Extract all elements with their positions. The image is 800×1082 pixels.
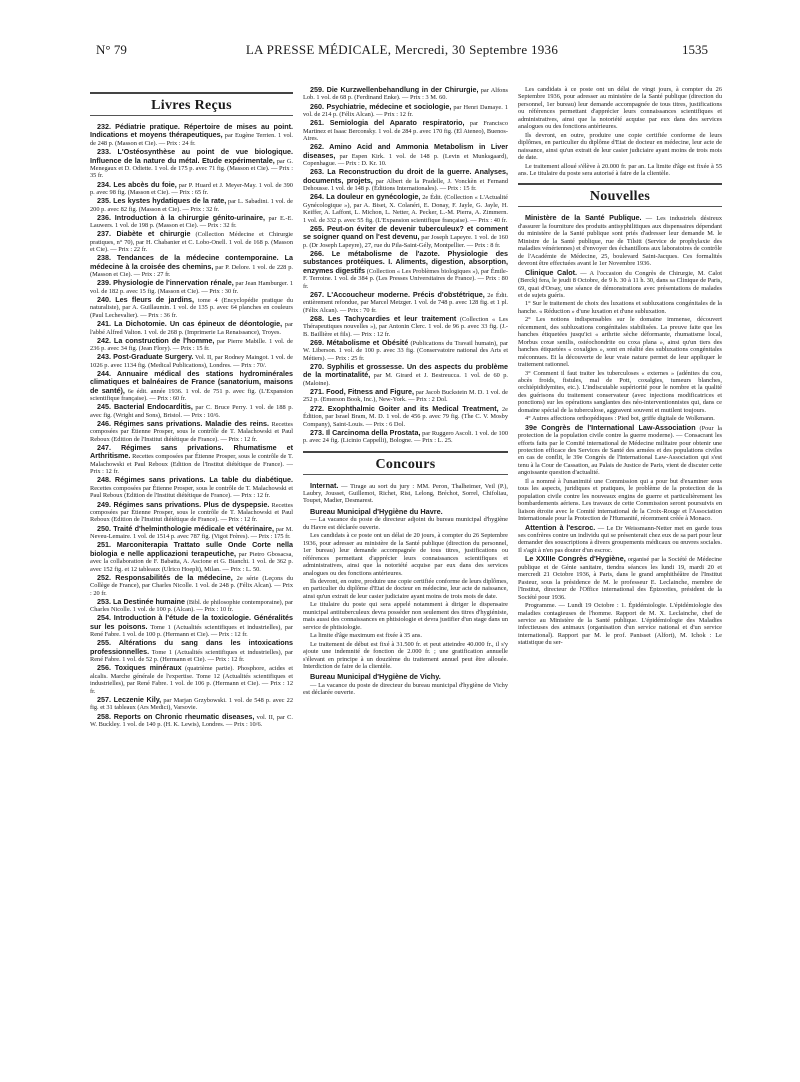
book-details: par Ruggero Ascoli. 1 vol. de 100 p. avec 24 fig. (Licinio Cappelli), Bologne. — Prix : L. 25. <box>303 429 508 445</box>
book-entry <box>90 181 293 197</box>
book-entry <box>90 476 293 499</box>
book-details: par Jacob Buckstein M. D. 1 vol. de 252 p. (Emerson Book, Inc.), New-York. — Prix : 2 Dol. <box>303 389 508 404</box>
book-title: 266. Le métabolisme de l'azote. Physiologie des substances protéiques. I. Aliments, digestion, absorption, enzymes digestifs <box>303 248 508 275</box>
book-details: Recettes composées par Étienne Prosper, sous le contrôle de T. Malachowski et Paul Reboux (Edition de l'Institut diététique de France). — Prix : 12 fr. <box>90 501 293 524</box>
book-entry <box>90 598 293 614</box>
concours-paragraph <box>303 682 508 697</box>
book-entry <box>90 279 293 295</box>
book-details: Recettes composées par Étienne Prosper, sous le contrôle de T. Malachowski et Paul Reboux (Edition de l'Institut diététique de France). — Prix : 12 fr. <box>90 420 293 443</box>
book-entry <box>90 696 293 712</box>
news-paragraph <box>518 555 722 601</box>
book-title: 272. Exophthalmic Goiter and its Medical Treatment, <box>310 403 499 413</box>
book-title: 250. Traité d'helminthologie médicale et vétérinaire, <box>97 523 275 533</box>
book-title: 269. Métabolisme et Obésité <box>310 337 409 347</box>
concours-paragraph <box>303 641 508 671</box>
journal-title: LA PRESSE MÉDICALE, Mercredi, 30 Septembre 1936 <box>245 42 559 57</box>
book-title: 265. Peut-on éviter de devenir tuberculeux? et comment se soigner quand on l'est devenu, <box>303 223 508 242</box>
book-title: 258. Reports on Chronic rheumatic diseases, <box>97 711 255 721</box>
book-title: 252. Responsabilités de la médecine, <box>97 572 233 582</box>
book-title: 238. Tendances de la médecine contemporaine. La médecine à la croisée des chemins, <box>90 253 293 271</box>
book-entry <box>90 541 293 573</box>
news-paragraph <box>518 415 722 422</box>
book-list-part-1 <box>90 123 293 728</box>
section-title-concours: Concours <box>375 456 436 472</box>
book-entry <box>303 225 508 249</box>
book-title: 273. Il Carcinoma della Prostata, <box>310 427 421 437</box>
book-details: par Espen Kirk. 1 vol. de 148 p. (Levin et Munksgaard), Copenhague. — Prix : D. Kr. 10. <box>303 152 508 168</box>
book-details: par Francisco Martinez et Isaac Berconsky. 1 vol. de 284 p. avec 170 fig. (El Ateneo), Buenos-Aires. <box>303 120 508 143</box>
concours-text: Le traitement alloué s'élève à 20.000 fr. par an. La limite d'âge est fixée à 55 ans. Le titulaire du poste sera autorisé à faire de la clientèle. <box>518 162 722 177</box>
concours-paragraph <box>518 163 722 178</box>
news-paragraph <box>518 269 722 300</box>
book-entry <box>90 403 293 419</box>
book-details: par M. Neveu-Lemaire. 1 vol. de 1514 p. avec 787 fig. (Vigot Frères). — Prix : 175 fr. <box>90 525 293 541</box>
section-rule <box>518 206 722 207</box>
concours-text: Ils devront, en outre, produire une copie certifiée conforme de leurs diplômes, en particulier du diplôme d'Etat de docteur en médecine, leur acte de naissance, ainsi qu'un extrait de leur casier judiciaire ayant moins de trois mois de date. <box>518 131 722 162</box>
book-title: 234. Les abcès du foie, <box>97 179 177 189</box>
book-title: 235. Les kystes hydatiques de la rate, <box>97 196 227 206</box>
book-entry <box>90 254 293 278</box>
news-paragraph <box>518 524 722 555</box>
book-details: par C. Bruce Perry. 1 vol. de 188 p. avec fig. (Wright and Sons), Bristol. — Prix : 10/6. <box>90 404 293 419</box>
book-details: vol. II, par C. W. Buckley. 1 vol. de 140 p. (H. K. Lewis), Londres. — Prix : 10/6. <box>90 713 293 728</box>
book-details: par P. Delore. 1 vol. de 228 p. (Masson et Cie). — Prix : 27 fr. <box>90 263 293 279</box>
book-entry <box>90 420 293 443</box>
book-details: par Marjan Grzybowski. 1 vol. de 548 p. avec 22 fig. et 31 tableaux (Ars Medici), Varsovie. <box>90 696 293 712</box>
book-title: 242. La construction de l'homme, <box>97 335 215 345</box>
book-details: Vol. II, par Rodney Maingot. 1 vol. de 1026 p. avec 1134 fig. (Medical Publications), Londres. — Prix : 70/. <box>90 354 293 369</box>
news-paragraph <box>518 370 722 415</box>
book-details: par G. Menegaux et D. Odiette. 1 vol. de 175 p. avec 71 fig. (Masson et Cie). — Prix : 35 fr. <box>90 157 293 180</box>
book-entry <box>90 444 293 476</box>
concours-label: Internat. <box>310 480 339 490</box>
book-entry <box>303 363 508 387</box>
concours-text: Le traitement de début est fixé à 31.500 fr. et peut atteindre 40.000 fr., il s'y ajoute une indemnité de fonction de 2.000 fr. ; une gratification annuelle s'élevant en principe à un douzième du traitement annuel peut être allouée. Interdiction de faire de la clientèle. <box>303 640 508 670</box>
column-1 <box>90 86 293 1046</box>
book-title: 255. Altérations du sang dans les intoxications professionnelles. <box>90 638 293 656</box>
book-entry <box>90 370 293 403</box>
book-details: 2e Édit. entièrement refondue, par Marcel Metzger. 1 vol. de 748 p. avec 128 fig. et 1 pl. (Félix Alcan). — Prix : 70 fr. <box>303 291 508 314</box>
book-title: 264. La douleur en gynécologie, <box>310 192 421 202</box>
book-title: 260. Psychiatrie, médecine et sociologie, <box>310 101 452 111</box>
page-header <box>96 42 708 60</box>
book-title: 245. Bacterial Endocarditis, <box>97 402 193 412</box>
book-details: par Jean Hamburger. 1 vol. de 182 p. avec 15 fig. (Masson et Cie). — Prix : 30 fr. <box>90 280 293 295</box>
book-title: 247. Régimes sans privations. Rhumatisme et Arthritisme. <box>90 442 293 461</box>
concours-heading: Bureau Municipal d'Hygiène de Vichy. <box>310 672 441 682</box>
news-text: 4° Autres affections orthopédiques : Pied bot, griffe digitale de Wolkmann. <box>525 415 715 423</box>
book-title: 237. Diabète et chirurgie <box>97 229 191 239</box>
news-label: Ministère de la Santé Publique. <box>525 213 642 223</box>
book-title: 232. Pédiatrie pratique. Répertoire de mises au point. Indications et moyens thérapeutiques, <box>90 122 293 140</box>
book-entry <box>303 143 508 167</box>
book-details: (Bibl. de philosophie contemporaine), par Charles Nicolle. 1 vol. de 100 p. (Alcan). — Prix : 10 fr. <box>90 598 293 614</box>
news-text: (Pour la protection de la population civile contre la guerre moderne). — Consacrant les efforts faits par le Comité international de Médecine militaire pour obtenir une protection efficace des Services de Santé des armées et des populations civiles en cas de conflit, le 39e Congrès de l'International Law-Association qui s'est tenu à la Cour de Cassation, au Palais de Justice de Paris, vient de discuter cette angoissante question d'actualité. <box>518 424 722 477</box>
book-details: 2e Édit. (Collection « L'Actualité Gynécologique »), par A. Biset, X. Colanéri, E. Donay, F. Jayle, G. Jayle, H. Keiffer, A. Laffont, L. Michon, L. Netter, A. Pecker, L.-M. Pierra, A. Zimmern. 1 vol. de 332 p. avec 55 fig. (L'Expansion scientifique française). — Prix : 40 fr. <box>303 194 508 224</box>
concours-paragraph <box>303 601 508 631</box>
book-title: 256. Toxiques minéraux <box>97 663 182 673</box>
book-title: 259. Die Kurzwellenbehandlung in der Chirurgie, <box>310 86 479 94</box>
book-title: 257. Leczenie Kily, <box>97 694 162 704</box>
book-details: (quatrième partie). Phosphore, acides et alcalis. Marche générale de l'expertise. Tome 12 (Actualités scientifiques et industrielles), par René Fabre. 1 vol. de 106 p. (Hermann et Cie). — Prix : 12 fr. <box>90 665 293 695</box>
book-details: par Eugène Terrien. 1 vol. de 248 p. (Masson et Cie). — Prix : 24 fr. <box>90 132 293 147</box>
section-title-nouvelles: Nouvelles <box>589 189 651 205</box>
book-details: Tome 1 (Actualités scientifiques et industrielles), par René Fabre. 1 vol. de 52 p. (Hermann et Cie). — Prix : 12 fr. <box>90 648 293 664</box>
news-paragraph <box>518 300 722 315</box>
section-rule <box>90 92 293 94</box>
concours-text: Ils devront, en outre, produire une copie certifiée conforme de leurs diplômes, en particulier du diplôme d'Etat de docteur en médecine, leur acte de naissance, ainsi qu'un extrait de leur casier judiciaire ayant moins de trois mois de date. <box>303 578 508 600</box>
news-label: 39e Congrès de l'International Law-Association <box>525 422 696 432</box>
book-entry <box>303 119 508 142</box>
book-entry <box>90 320 293 336</box>
book-details: par Pierre Mabille. 1 vol. de 236 p. avec 34 fig. (Jean Flory). — Prix : 15 fr. <box>90 337 293 353</box>
book-details: par P. Huard et J. Meyer-May. 1 vol. de 390 p. avec 98 fig. (Masson et Cie). — Prix : 65 fr. <box>90 181 293 196</box>
news-text: Programme. — Lundi 19 Octobre : 1. Épidémiologie. L'épidémiologie des maladies contagieuses de l'homme. Rapport de M. X. Leclainche, chef de service au Ministère de la Santé publique. L'épidémiologie des Maladies infectieuses des animaux (organisation d'un service national et d'un service international). Rapport par M. le prof. Panisset (Alfort), M. Ichok : Le statistique du ser- <box>518 602 722 647</box>
book-details: tome 4 (Encyclopédie pratique du naturaliste), par A. Guillaumin. 1 vol. de 135 p. avec 64 planches en couleurs (Paul Lechevalier). — Prix : 36 fr. <box>90 297 293 319</box>
concours-text: La limite d'âge maximum est fixée à 35 ans. <box>310 632 422 640</box>
concours-text: — La vacance du poste de directeur adjoint du bureau municipal d'hygiène du Havre est déclarée ouverte. <box>303 516 508 531</box>
book-title: 251. Marconiterapia Trattato sulle Onde Corte nella biologia e nelle applicazioni terapeutiche, <box>90 540 293 558</box>
book-list-part-2 <box>303 86 508 445</box>
news-label: Attention à l'escroc. <box>525 522 596 532</box>
book-details: par M. Girard et J. Bestreucca. 1 vol. de 60 p. (Maloine). <box>303 372 508 387</box>
news-text: 1° Sur le traitement de choix des luxations et subluxations congénitales de la hanche. « Réduction » d'une luxation et d'une subluxation. <box>518 300 722 315</box>
book-entry <box>90 337 293 353</box>
news-paragraph <box>518 214 722 267</box>
book-title: 236. Introduction à la chirurgie génito-urinaire, <box>97 212 266 222</box>
section-title-livres: Livres Reçus <box>151 98 232 113</box>
book-entry <box>303 86 508 102</box>
book-details: (Collection « Les Thérapeutiques nouvelles »), par Antonin Clerc. 1 vol. de 96 p. avec 33 fig. (J.-B. Baillière et fils). — Prix : 12 fr. <box>303 315 508 338</box>
book-entry <box>303 291 508 314</box>
column-3 <box>518 86 722 1046</box>
news-text: organisé par la Société de Médecine publique et de Génie sanitaire, tiendra séances les lundi 19, mardi 20 et mercredi 21 Octobre 1936, à Paris, dans le grand amphithéâtre de l'Institut Pasteur, sous la présidence de M. le professeur E. Leclainche, membre de l'Institut, directeur de l'Office international des Épizooties, président de la Société pour 1936. <box>518 556 722 601</box>
book-entry <box>303 405 508 428</box>
book-title: 254. Introduction à l'étude de la toxicologie. Généralités sur les poisons. <box>90 613 293 631</box>
news-paragraph <box>518 316 722 368</box>
book-entry <box>303 315 508 338</box>
book-title: 239. Physiologie de l'innervation rénale, <box>97 278 234 288</box>
news-text: — A l'occasion du Congrès de Chirurgie, M. Calot (Berck) fera, le jeudi 8 Octobre, de 9 h. 30 à 11 h. 30, dans sa Clinique de Paris, 69, quai d'Orsay, une séance de démonstrations avec présentations de malades et de sujets guéris. <box>518 269 722 299</box>
concours-text: — Tirage au sort du jury : MM. Peron, Thalheimer, Veil (P.), Laubry, Jousset, Guillemot, Richet, Rist, Lelong, Bréchot, Sorrel, Chifoliau, Toupet, Madier, Desmarest. <box>303 482 508 505</box>
book-title: 253. La Destinée humaine <box>97 596 186 606</box>
book-title: 241. La Dichotomie. Un cas épineux de déontologie, <box>97 319 283 329</box>
section-rule <box>303 474 508 475</box>
book-entry <box>303 250 508 290</box>
book-details: Tome 1 (Actualités scientifiques et industrielles), par René Fabre. 1 vol. de 100 p. (Hermann et Cie). — Prix : 12 fr. <box>90 623 293 639</box>
column-2 <box>303 86 508 1046</box>
book-details: (Collection Médecine et Chirurgie pratiques, n° 70), par H. Chabanier et C. Lobo-Onell. 1 vol. de 168 p. (Masson et Cie). — Prix : 22 fr. <box>90 231 293 254</box>
book-title: 267. L'Accoucheur moderne. Précis d'obstétrique, <box>310 289 485 299</box>
book-entry <box>90 574 293 597</box>
book-details: 2e Édition, par Israel Bram, M. D. 1 vol. de 456 p. avec 79 fig. (The C. V. Mosby Company), Saint-Louis. — Prix : 6 Dol. <box>303 405 508 428</box>
book-entry <box>303 193 508 224</box>
book-title: 240. Les fleurs de jardins, <box>97 295 195 305</box>
book-entry <box>303 168 508 192</box>
concours-paragraph <box>303 482 508 505</box>
book-entry <box>90 664 293 695</box>
concours-paragraph <box>303 516 508 531</box>
concours-text: — La vacance du poste de directeur du bureau municipal d'hygiène de Vichy est déclarée ouverte. <box>303 681 508 697</box>
news-text: Il a nommé à l'unanimité une Commission qui a pour but d'examiner sous tous les aspects, juridiques et pratiques, le problème de la protection de la population civile contre les nouveaux engins de guerre et particulièrement les bombardements aériens. Les travaux de cette Commission seront poursuivis en liaison étroite avec le Comité international de la Croix-Rouge et l'Association Internationale pour la Protection de l'Humanité, récemment créée à Monaco. <box>518 477 722 523</box>
news-text: — Les industriels désireux d'assurer la fourniture des produits antisyphilitiques aux dispensaires dépendant du ministère de la Santé publique sont priés d'adresser leur demande M. le Ministre de la Santé publique, rue de Tilsitt (Service de prophylaxie des maladies vénériennes) et d'envoyer des échantillons aux laboratoires de contrôle de l'Académie de Médecine, 25, boulevard Saint-Jacques. Ces formalités devront être effectuées avant le 1er Novembre 1936. <box>518 215 722 268</box>
book-title: 248. Régimes sans privations. La table du diabétique. <box>97 475 293 485</box>
book-entry <box>90 123 293 147</box>
concours-paragraph <box>303 632 508 639</box>
book-entry <box>90 614 293 638</box>
news-paragraph <box>518 602 722 647</box>
book-entry <box>90 353 293 369</box>
book-entry <box>90 639 293 663</box>
news-text: — Le Dr Weissmann-Netter met en garde tous ses confrères contre un individu qui se présenterait chez eux de sa part pour leur demander des souscriptions à divers groupements médicaux ou œuvres sociales. Il s'agit à n'en pas douter d'un escroc. <box>518 524 722 554</box>
book-title: 261. Semiologia del Aparato respiratorio, <box>310 118 465 128</box>
book-title: 271. Food, Fitness and Figure, <box>310 387 415 397</box>
news-paragraph <box>518 478 722 523</box>
book-title: 246. Régimes sans privations. Maladie des reins. <box>97 418 270 428</box>
book-title: 270. Syphilis et grossesse. Un des aspects du problème de la mortinatalité, <box>303 361 508 380</box>
book-entry <box>90 230 293 253</box>
book-entry <box>303 103 508 119</box>
page-number: 1535 <box>682 42 708 57</box>
section-rule <box>303 451 508 453</box>
book-details: (Collection « Les Problèmes biologiques »), par Émile-F. Terroine. 1 vol. de 384 p. (Les Presses Universitaires de France). — Prix : 80 fr. <box>303 267 508 290</box>
book-title: 263. La Reconstruction du droit de la guerre. Analyses, documents, projets, <box>303 167 508 185</box>
concours-heading: Bureau Municipal d'Hygiène du Havre. <box>310 506 443 516</box>
book-entry <box>90 148 293 180</box>
concours-paragraph <box>518 132 722 162</box>
section-rule <box>90 115 293 116</box>
news-label: Clinique Calot. <box>525 267 577 277</box>
book-details: par E.-E. Lauwers. 1 vol. de 198 p. (Masson et Cie). — Prix : 32 fr. <box>90 214 293 230</box>
section-rule <box>518 183 722 185</box>
news-list <box>518 214 722 646</box>
book-title: 233. L'Ostéosynthèse au point de vue biologique. Influence de la nature du métal. Etude expérimentale, <box>90 147 293 165</box>
concours-paragraph <box>303 532 508 577</box>
book-title: 268. Les Tachycardies et leur traitement <box>310 313 457 323</box>
book-entry <box>90 197 293 213</box>
book-details: par Pietro Gbosacsa, avec la collaboration de F. Babatta, A. Ascione et G. Bianchi. 1 vol. de 362 p. avec 152 fig. et 12 tableaux (Ulrico Hoepli), Milan. — Prix : L. 50. <box>90 550 293 573</box>
news-paragraph <box>518 424 722 477</box>
news-text: 2° Les notions indispensables sur le domaine immense, découvert récemment, des subluxations congénitales stabilisées. La preuve faite que les hanches étiquetées jusqu'ici « arthrite sèche déformante, rhumatisme local, Morbus coxæ senilis, ostéochondrite ou coxa plana », ainsi qu'un tiers des hanches étiquetées « coxalgies », sont en réalité des subluxations congénitales méconnues. Et la découverte de leur vraie nature permet de leur appliquer le traitement rationnel. <box>518 316 722 369</box>
book-entry <box>90 296 293 319</box>
book-details: par Joseph Lapeyre. 1 vol. de 160 p. (Dr Joseph Lapeyre), 27, rue du Pila-Saint-Gély, Montpellier. — Prix : 8 fr. <box>303 234 508 249</box>
book-details: par Henri Damaye. 1 vol. de 214 p. (Félix Alcan). — Prix : 12 fr. <box>303 103 508 119</box>
book-details: par l'abbé Alfred Valton. 1 vol. de 268 p. (Imprimerie La Renaissance), Troyes. <box>90 321 293 336</box>
issue-number: N° 79 <box>96 42 127 57</box>
concours-paragraph <box>303 578 508 600</box>
book-details: Recettes composées par Étienne Prosper, sous le contrôle de T. Malachowski et Paul Reboux (Edition de l'Institut diététique de France). — Prix : 12 fr. <box>90 453 293 476</box>
book-entry <box>90 214 293 230</box>
news-text: 3° Comment il faut traiter les tuberculoses « externes » (adénites du cou, abcès froids, fistules, mal de Pott, coxalgies, tumeurs blanches, orchiépididymites, etc.). L'indiscutable supériorité pour le nombre et la qualité des guérisons du traitement conservateur (avec injections modificatrices et ponctions) sur les opérations sanglantes des néo-interventionnistes qui, dans ce domaine spécial de la tuberculose, aggravent souvent et mutilent toujours. <box>518 369 722 414</box>
book-details: 2e série (Leçons du Collège de France), par Charles Nicolle. 1 vol. de 248 p. (Félix Alcan). — Prix : 20 fr. <box>90 574 293 597</box>
book-title: 243. Post-Graduate Surgery. <box>97 352 194 362</box>
book-title: 262. Amino Acid and Ammonia Metabolism in Liver diseases, <box>303 142 508 160</box>
concours-text: Le titulaire du poste qui sera appelé notamment à diriger le dispensaire municipal antituberculeux devra posséder non seulement des titres d'hygiéniste, mais aussi des connaissances en phtisiologie et devra justifier d'un stage dans un service de phtisiologie. <box>303 601 508 631</box>
book-entry <box>303 429 508 445</box>
book-entry <box>90 501 293 524</box>
book-title: 244. Annuaire médical des stations hydrominérales climatiques et balnéaires de France (sanatorium, maisons de santé), <box>90 368 293 395</box>
book-entry <box>90 713 293 729</box>
book-entry <box>303 388 508 404</box>
book-details: par Albert de la Pradelle, J. Vonckèn et Fernand Dehousse. 1 vol. de 148 p. (Éditions Internationales). — Prix : 15 fr. <box>303 177 508 193</box>
book-details: par L. Sabadini. 1 vol. de 200 p. avec 82 fig. (Masson et Cie). — Prix : 32 fr. <box>90 198 293 213</box>
book-title: 249. Régimes sans privations. Plus de dyspepsie. <box>97 499 270 509</box>
book-details: par Alfons Lob. 1 vol. de 68 p. (Ferdinand Enke). — Prix : 3 M. 60. <box>303 87 508 102</box>
concours-list-part-1 <box>303 482 508 697</box>
concours-text: Les candidats à ce poste ont un délai de vingt jours, à compter du 26 Septembre 1936, pour adresser au ministère de la Santé publique (direction du personnel, 1er bureau) leur demande accompagnée de tous titres, justifications ou références permettant d'apprécier leurs connaissances scientifiques et administratives, ainsi que la notoriété acquise par eux dans des services analogues ou des fonctions antérieures. <box>518 86 722 131</box>
concours-list-part-2 <box>518 86 722 177</box>
concours-text: Les candidats à ce poste ont un délai de 20 jours, à compter du 26 Septembre 1936, pour adresser au ministère de la Santé publique (direction du personnel, 1er bureau) leur demande accompagnée de tous titres, justifications ou références permettant d'apprécier leurs connaissances scientifiques et administratives, ainsi que la notoriété acquise par eux dans des services analogues ou des fonctions antérieures. <box>303 532 508 577</box>
news-label: Le XXIIIe Congrès d'Hygiène, <box>525 554 626 564</box>
book-details: 6e édit. année 1936. 1 vol. de 751 p. avec fig. (L'Expansion scientifique française). — Prix : 60 fr. <box>90 387 293 403</box>
book-entry <box>303 339 508 362</box>
book-details: Recettes composées par Étienne Prosper, sous le contrôle de T. Malachowski et Paul Reboux (Edition de l'Institut diététique de France). — Prix : 12 fr. <box>90 484 293 500</box>
book-entry <box>90 525 293 541</box>
book-details: (Publications du Travail humain), par W. Liberson. 1 vol. de 100 p. avec 33 fig. (Conservatoire national des Arts et Métiers). — Prix : 25 fr. <box>303 339 508 362</box>
concours-paragraph <box>518 86 722 131</box>
